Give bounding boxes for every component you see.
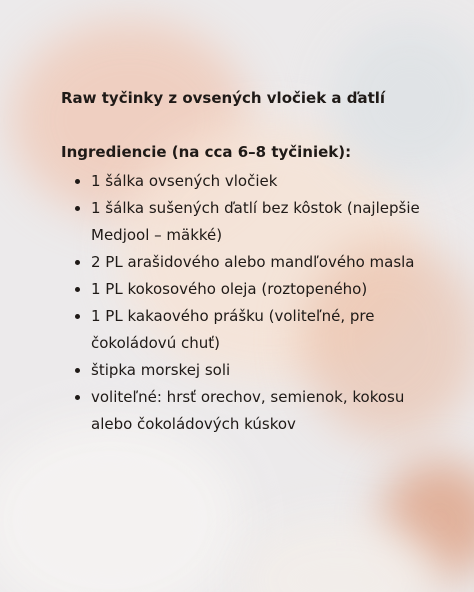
ingredients-heading: Ingrediencie (na cca 6–8 tyčiniek): [61,143,352,161]
bullet-icon [75,368,80,373]
ingredient-text: štipka morskej soli [91,361,231,379]
background-blur-shape [0,420,240,592]
ingredient-text: 2 PL arašidového alebo mandľového masla [91,253,415,271]
bullet-icon [75,395,80,400]
ingredient-text: 1 PL kakaového prášku (voliteľné, pre čokoládovú chuť) [91,307,375,352]
bullet-icon [75,260,80,265]
ingredient-text: voliteľné: hrsť orechov, semienok, kokosu alebo čokoládových kúskov [91,388,405,433]
recipe-title: Raw tyčinky z ovsených vločiek a ďatlí [61,89,386,107]
bullet-icon [75,206,80,211]
ingredient-item [61,384,431,438]
ingredient-item [61,168,431,195]
ingredient-text: 1 šálka ovsených vločiek [91,172,278,190]
ingredient-item [61,303,431,357]
ingredient-text: 1 šálka sušených ďatlí bez kôstok (najlepšie Medjool – mäkké) [91,199,420,244]
ingredients-list [61,168,431,438]
recipe-content [61,86,431,438]
ingredient-item [61,249,431,276]
bullet-icon [75,179,80,184]
ingredient-item [61,195,431,249]
ingredient-text: 1 PL kokosového oleja (roztopeného) [91,280,368,298]
bullet-icon [75,314,80,319]
bullet-icon [75,287,80,292]
ingredient-item [61,276,431,303]
ingredient-item [61,357,431,384]
